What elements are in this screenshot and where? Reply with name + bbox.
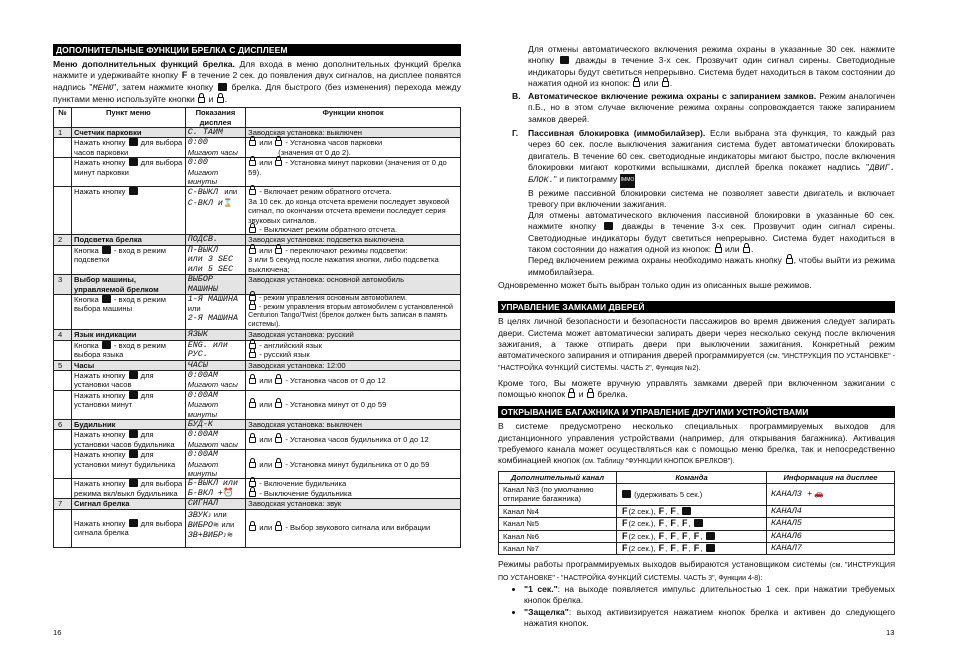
list-item: • "Защелка": выход активизируется нажатием кнопок брелка и активен до следующего нажатия кнопок. <box>524 607 895 630</box>
col-menu-item: Пункт меню <box>72 108 186 128</box>
trunk-button-icon <box>129 430 138 438</box>
trunk-button-icon <box>604 222 613 230</box>
one-mode-note: Одновременно может быть выбран только один из описанных выше режимов. <box>498 279 812 290</box>
trunk-button-icon <box>129 391 138 399</box>
locks-paragraph-2: Кроме того, Вы можете вручную управлять замками дверей при включенном зажигании с помощью кнопок и брелка. <box>498 377 895 400</box>
channels-table: Дополнительный канал Команда Информация на дисплее Канал №3 (по умолчанию отпирание багажника) (удерживать 5 сек.) КАНАЛ3 + 🚗 Канал №4 F(2 сек.), F, F, КАНАЛ4 Канал №5 F(2 сек.), F, F, F, КАНАЛ5 Канал №6 F(2 сек.), F, F, F, F, КАНАЛ6 Канал №7 F(2 сек.), F, F, F, F, КАНАЛ7 <box>498 471 895 556</box>
lock-open-icon <box>249 352 256 358</box>
lock-closed-icon <box>249 525 256 531</box>
menu-functions-table <box>53 107 461 547</box>
table-row: Нажать кнопку для выбора часов парковки 0:00 Мигают часы или - Установка часов парковки (значения от 0 до 2). <box>54 138 461 158</box>
lock-open-icon <box>275 437 282 443</box>
page-number-left: 16 <box>53 628 62 637</box>
hourglass-icon: ⌛ <box>222 197 233 207</box>
lock-open-icon <box>275 462 282 468</box>
lock-open-icon <box>587 392 594 398</box>
table-row: Нажать кнопку для выбора сигнала брелка ЗВУК♪ или ВИБРО≋ или ЗВ+ВИБР♪≋ или - Выбор звукового сигнала или вибрации <box>54 509 461 547</box>
table-row: Кнопка - вход в режим выбора машины 1-Я МАШИНА или 2-Я МАШИНА - режим управления основным автомобилем. - режим управления вторым автомобилем с установленной Centurion Tango/Twist (брелок должен быть записан в память системы). <box>54 294 461 329</box>
f-key-icon: F <box>622 505 628 516</box>
modes-list <box>524 584 895 629</box>
lock-closed-icon <box>249 378 256 384</box>
trunk-button-icon <box>129 371 138 379</box>
col-display: Показания дисплея <box>185 108 245 128</box>
lock-closed-icon <box>249 248 256 254</box>
lock-closed-icon <box>249 462 256 468</box>
trunk-button-icon <box>129 479 138 487</box>
col-num: № <box>54 108 72 128</box>
col-functions: Функции кнопок <box>246 108 461 128</box>
lock-closed-icon <box>198 97 205 103</box>
table-row: Нажать кнопку для установки часов будильника 0:00AM Мигают часы или - Установка часов будильника от 0 до 12 <box>54 430 461 450</box>
right-page <box>498 0 895 629</box>
trunk-button-icon <box>560 56 569 64</box>
section-header-door-locks: УПРАВЛЕНИЕ ЗАМКАМИ ДВЕРЕЙ <box>498 301 895 313</box>
lock-open-icon <box>249 491 256 497</box>
car-trunk-icon: 🚗 <box>814 489 824 499</box>
lock-closed-icon <box>249 160 256 166</box>
trunk-button-icon <box>129 450 138 458</box>
section-header-extra-functions: ДОПОЛНИТЕЛЬНЫЕ ФУНКЦИИ БРЕЛКА С ДИСПЛЕЕМ <box>53 44 461 56</box>
list-item: • "1 сек.": на выходе появляется импульс длительностью 1 сек. при нажатии требуемых кнопок брелка. <box>524 584 895 607</box>
table-row: 3 Выбор машины, управляемой брелком ВЫБОР МАШИНЫ Заводская установка: основной автомобиль <box>54 275 461 295</box>
left-page <box>53 0 461 548</box>
lock-open-icon <box>249 304 256 310</box>
table-row: Кнопка - вход в режим подсветки П-ВЫКЛ или 3 SEC или 5 SEC или - переключают режимы подсветки: 3 или 5 секунд после нажатия кнопки, либо подсветка выключена; <box>54 245 461 274</box>
lock-closed-icon <box>249 140 256 146</box>
lock-open-icon <box>217 97 224 103</box>
trunk-button-icon <box>706 544 715 552</box>
table-row: Нажать кнопку для установки минут будильника 0:00AM Мигают минуты или - Установка минут будильника от 0 до 59 <box>54 450 461 479</box>
table-row: 7 Сигнал брелка СИГНАЛ Заводская установка: звук <box>54 499 461 509</box>
lock-open-icon <box>275 140 282 146</box>
table-row: 5 Часы ЧАСЫ Заводская установка: 12:00 <box>54 360 461 370</box>
lock-closed-icon <box>715 247 722 253</box>
trunk-button-icon <box>129 519 138 527</box>
trunk-button-icon <box>102 246 111 254</box>
lock-open-icon <box>786 258 793 264</box>
table-row: Нажать кнопку для установки часов 0:00AM Мигают часы или - Установка часов от 0 до 12 <box>54 370 461 390</box>
section-header-trunk: ОТКРЫВАНИЕ БАГАЖНИКА И УПРАВЛЕНИЕ ДРУГИМИ УСТРОЙСТВАМИ <box>498 406 895 418</box>
table-row: Нажать кнопку для выбора режима вкл/выкл будильника Б-ВЫКЛ или Б-ВКЛ +⏰ - Включение будильника - Выключение будильника <box>54 479 461 499</box>
cancel-auto-arm-paragraph: Для отмены автоматического включения режима охраны в указанные 30 сек. нажмите кнопку дважды в течение 3-х сек. Прозвучит один сигнал сирены. Светодиодные индикаторы будут светиться непрерывно. Система будет находиться в таком состоянии до нажатия одной из кнопок: или . <box>528 44 895 88</box>
table-row: Нажать кнопку С-ВЫКЛ или С-ВКЛ и⌛ - Включает режим обратного отсчета. За 10 сек. до конца отсчета времени последует звуковой сигнал, по окончании отсчета времени последует серия звуковых сигналов. - Выключает режим обратного отсчета. <box>54 187 461 235</box>
table-row: Кнопка - вход в режим выбора языка ENG. или РУС. - английский язык - русский язык <box>54 340 461 360</box>
table-row: Канал №5 F(2 сек.), F, F, F, КАНАЛ5 <box>499 518 895 530</box>
table-row: Нажать кнопку для установки минут 0:00AM Мигают минуты или - Установка минут от 0 до 59 <box>54 390 461 419</box>
f-key-icon: F <box>181 70 188 81</box>
table-row: Канал №3 (по умолчанию отпирание багажника) (удерживать 5 сек.) КАНАЛ3 + 🚗 <box>499 483 895 505</box>
lock-closed-icon <box>249 189 256 195</box>
lock-closed-icon <box>568 392 575 398</box>
locks-paragraph-1: В целях личной безопасности и безопасности пассажиров во время движения следует запирать двери. Система может автоматически запирать двери через несколько секунд после включения зажигания, а также отпирать двери при выключении зажигания. Конкретный режим автоматического запирания и отпирания дверей программируется (см. "ИНСТРУКЦИЯ ПО УСТАНОВКЕ" - "НАСТРОЙКА ФУНКЦИЙ СИСТЕМЫ. ЧАСТЬ 2", Функция №2). <box>498 316 895 373</box>
lock-open-icon <box>275 378 282 384</box>
lock-open-icon <box>275 248 282 254</box>
lock-open-icon <box>275 402 282 408</box>
trunk-button-icon <box>218 83 227 91</box>
table-row: Канал №7 F(2 сек.), F, F, F, F, КАНАЛ7 <box>499 542 895 554</box>
f-key-icon: F <box>622 530 628 541</box>
vibration-icon: ≋ <box>212 520 220 529</box>
f-key-icon: F <box>622 518 628 529</box>
trunk-button-icon <box>129 138 138 146</box>
table-row: Канал №4 F(2 сек.), F, F, КАНАЛ4 <box>499 505 895 517</box>
item-g: Г. Пассивная блокировка (иммобилайзер). Если выбрана эта функция, то каждый раз через 60 сек. после выключения зажигания система будет автоматически блокировать двигатель. В течение 60 сек. светодиодные индикаторы мигают быстро, после включения блокировки мигают короткими вспышками, дисплей брелка покажет надпись "ДВИГ. БЛОК." и пиктограмму IMMO В режиме пассивной блокировки система не позволяет завести двигатель и включает тревогу при включении зажигания. Для отмены автоматического включения пассивной блокировки в указанные 60 сек. нажмите кнопку дважды в течение 3-х сек. Прозвучит один сигнал сирены. Светодиодные индикаторы будут светиться непрерывно. Система будет находиться в таком состоянии до нажатия одной из кнопок: или . Перед включением режима охраны необходимо нажать кнопку , чтобы выйти из режима иммобилайзера. <box>512 128 895 277</box>
note-icon: ♪ <box>207 509 212 519</box>
lock-open-icon <box>249 227 256 233</box>
table-row: 1 Счетчик парковки С. ТАЙМ Заводская установка: выключен <box>54 128 461 138</box>
trunk-button-icon <box>694 519 703 527</box>
intro-paragraph: Меню дополнительных функций брелка. Для входа в меню дополнительных функций брелка нажмите и удерживайте кнопку F в течение 2 сек. до появления двух сигналов, на дисплее появятся надпись "МЕНЮ", затем нажмите кнопку брелка. Для быстрого (без изменения) перехода между пунктами меню используйте кнопки и . <box>53 59 461 104</box>
immo-icon: IMMO <box>620 174 636 187</box>
f-key-icon: F <box>622 542 628 553</box>
table-row: 4 Язык индикации ЯЗЫК Заводская установка: русский <box>54 330 461 340</box>
lock-closed-icon <box>249 402 256 408</box>
trunk-paragraph: В системе предусмотрено несколько специальных программируемых выходов для дистанционного управления устройствами (например, для открывания багажника). Активация требуемого канала может осуществляться как с помощью меню брелка, так и непосредственно комбинацией кнопок (см. Таблицу "ФУНКЦИИ КНОПОК БРЕЛКОВ"). <box>498 421 895 466</box>
trunk-button-icon <box>129 158 138 166</box>
item-v: В. Автоматическое включение режима охраны с запиранием замков. Режим аналогичен п.Б., но в этом случае включение режима охраны сопровождается также запиранием замков дверей. <box>512 91 895 124</box>
lock-open-icon <box>743 247 750 253</box>
trunk-button-icon <box>129 187 138 195</box>
table-row: 6 Будильник БУД-К Заводская установка: выключен <box>54 419 461 429</box>
table-row: Нажать кнопку для выбора минут парковки 0:00 Мигают минуты или - Установка минут парковки (значения от 0 до 59). <box>54 158 461 187</box>
modes-paragraph: Режимы работы программируемых выходов выбираются установщиком системы (см. "ИНСТРУКЦИЯ ПО УСТАНОВКЕ" - "НАСТРОЙКА ФУНКЦИЙ СИСТЕМЫ. ЧАСТЬ 3", Функции 4-8): <box>498 559 895 582</box>
alarm-clock-icon: ⏰ <box>222 487 234 498</box>
note-vibration-icon: ♪≋ <box>222 530 234 540</box>
trunk-button-icon <box>682 507 691 515</box>
table-row: 2 Подсветка брелка ПОДСВ. Заводская установка: подсветка выключена <box>54 235 461 245</box>
trunk-button-icon <box>102 295 111 303</box>
trunk-button-icon <box>102 341 111 349</box>
trunk-button-icon <box>622 490 631 498</box>
lock-closed-icon <box>249 437 256 443</box>
lock-open-icon <box>275 160 282 166</box>
trunk-button-icon <box>706 532 715 540</box>
table-row: Канал №6 F(2 сек.), F, F, F, F, КАНАЛ6 <box>499 530 895 542</box>
lock-open-icon <box>662 81 669 87</box>
lock-closed-icon <box>633 81 640 87</box>
lock-open-icon <box>275 525 282 531</box>
page-number-right: 13 <box>886 628 895 637</box>
